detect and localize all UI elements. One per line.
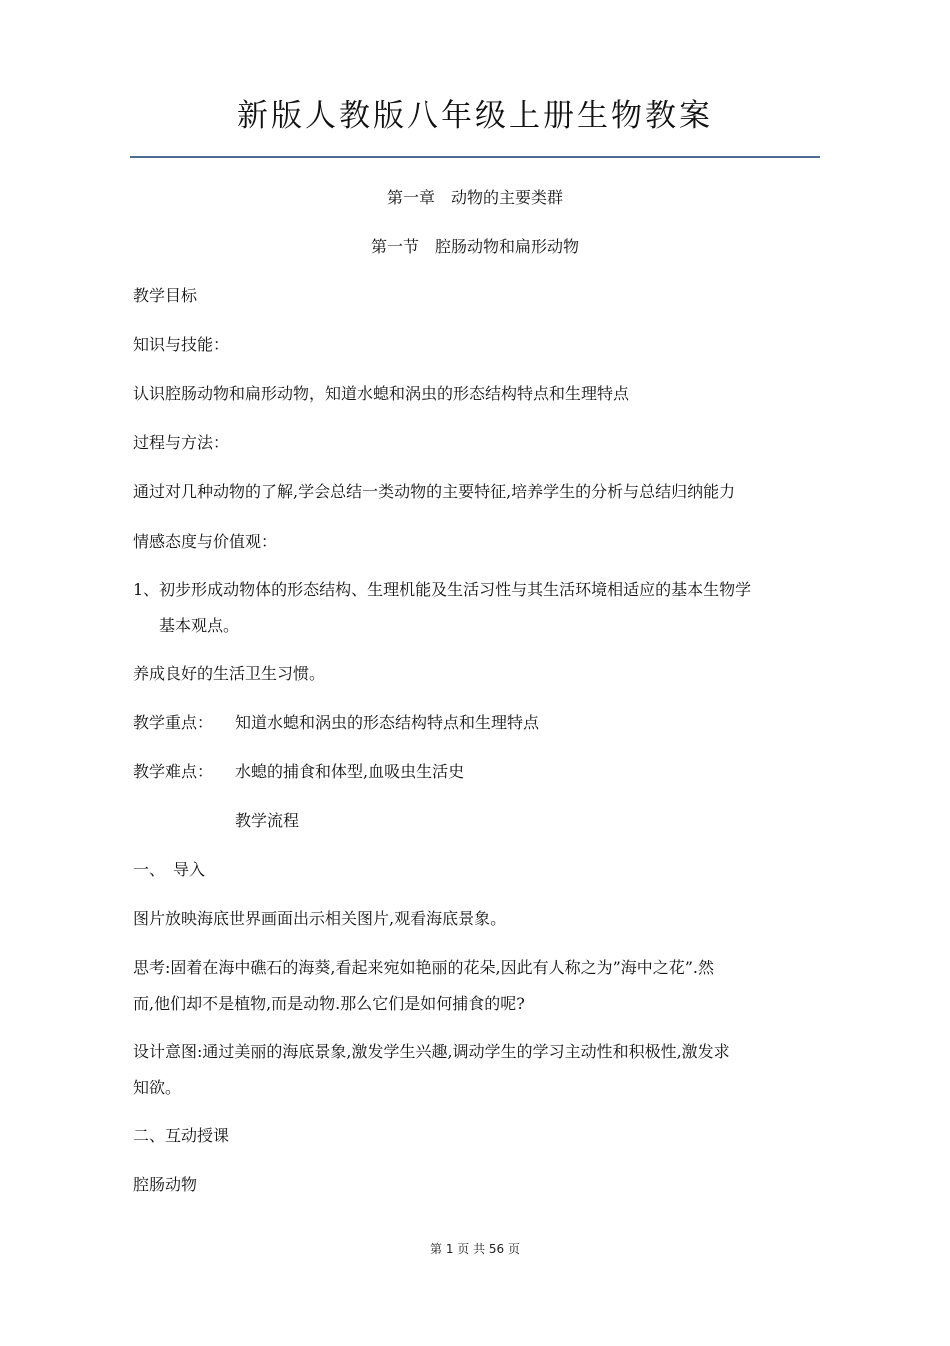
key-point-row xyxy=(133,712,539,734)
section-heading: 第一节 腔肠动物和扁形动物 xyxy=(370,237,579,256)
difficult-point-row xyxy=(133,761,464,783)
design-line-2: 知欲。 xyxy=(133,1078,182,1097)
teaching-goal-heading: 教学目标 xyxy=(133,286,198,305)
process-method-label: 过程与方法： xyxy=(133,433,230,452)
document-title: 新版人教版八年级上册生物教案 xyxy=(237,98,713,134)
design-line-1: 设计意图:通过美丽的海底景象,激发学生兴趣,调动学生的学习主动性和积极性,激发求 xyxy=(133,1042,730,1061)
think-line-2: 而,他们却不是植物,而是动物.那么它们是如何捕食的呢? xyxy=(133,994,525,1013)
interactive-heading: 二、互动授课 xyxy=(133,1126,230,1145)
knowledge-skill-text: 认识腔肠动物和扁形动物，知道水螅和涡虫的形态结构特点和生理特点 xyxy=(133,384,630,403)
key-point-label: 教学重点： xyxy=(133,713,214,732)
think-line-1: 思考:固着在海中礁石的海葵,看起来宛如艳丽的花朵,因此有人称之为”海中之花”.然 xyxy=(133,958,715,977)
intro-heading: 一、 导入 xyxy=(133,860,206,879)
habit-text: 养成良好的生活卫生习惯。 xyxy=(133,664,326,683)
page-footer: 第 1 页 共 56 页 xyxy=(430,1242,520,1256)
chapter-heading: 第一章 动物的主要类群 xyxy=(386,188,563,207)
emotion-item-1 xyxy=(133,572,823,644)
emotion-item-1-line-1: 1、初步形成动物体的形态结构、生理机能及生活习性与其生活环境相适应的基本生物学 xyxy=(133,580,752,599)
coelenterate-heading: 腔肠动物 xyxy=(133,1175,198,1194)
think-paragraph xyxy=(133,950,823,1022)
process-method-text: 通过对几种动物的了解,学会总结一类动物的主要特征,培养学生的分析与总结归纳能力 xyxy=(133,482,736,501)
key-point-text: 知道水螅和涡虫的形态结构特点和生理特点 xyxy=(235,713,540,732)
emotion-label: 情感态度与价值观： xyxy=(133,532,278,551)
difficult-point-text: 水螅的捕食和体型,血吸虫生活史 xyxy=(235,762,465,781)
knowledge-skill-label: 知识与技能： xyxy=(133,335,230,354)
title-underline xyxy=(130,156,820,158)
design-paragraph xyxy=(133,1034,823,1106)
teaching-flow-heading: 教学流程 xyxy=(235,811,300,830)
difficult-point-label: 教学难点： xyxy=(133,762,214,781)
emotion-item-1-line-2: 基本观点。 xyxy=(159,616,240,635)
intro-text: 图片放映海底世界画面出示相关图片,观看海底景象。 xyxy=(133,909,507,928)
